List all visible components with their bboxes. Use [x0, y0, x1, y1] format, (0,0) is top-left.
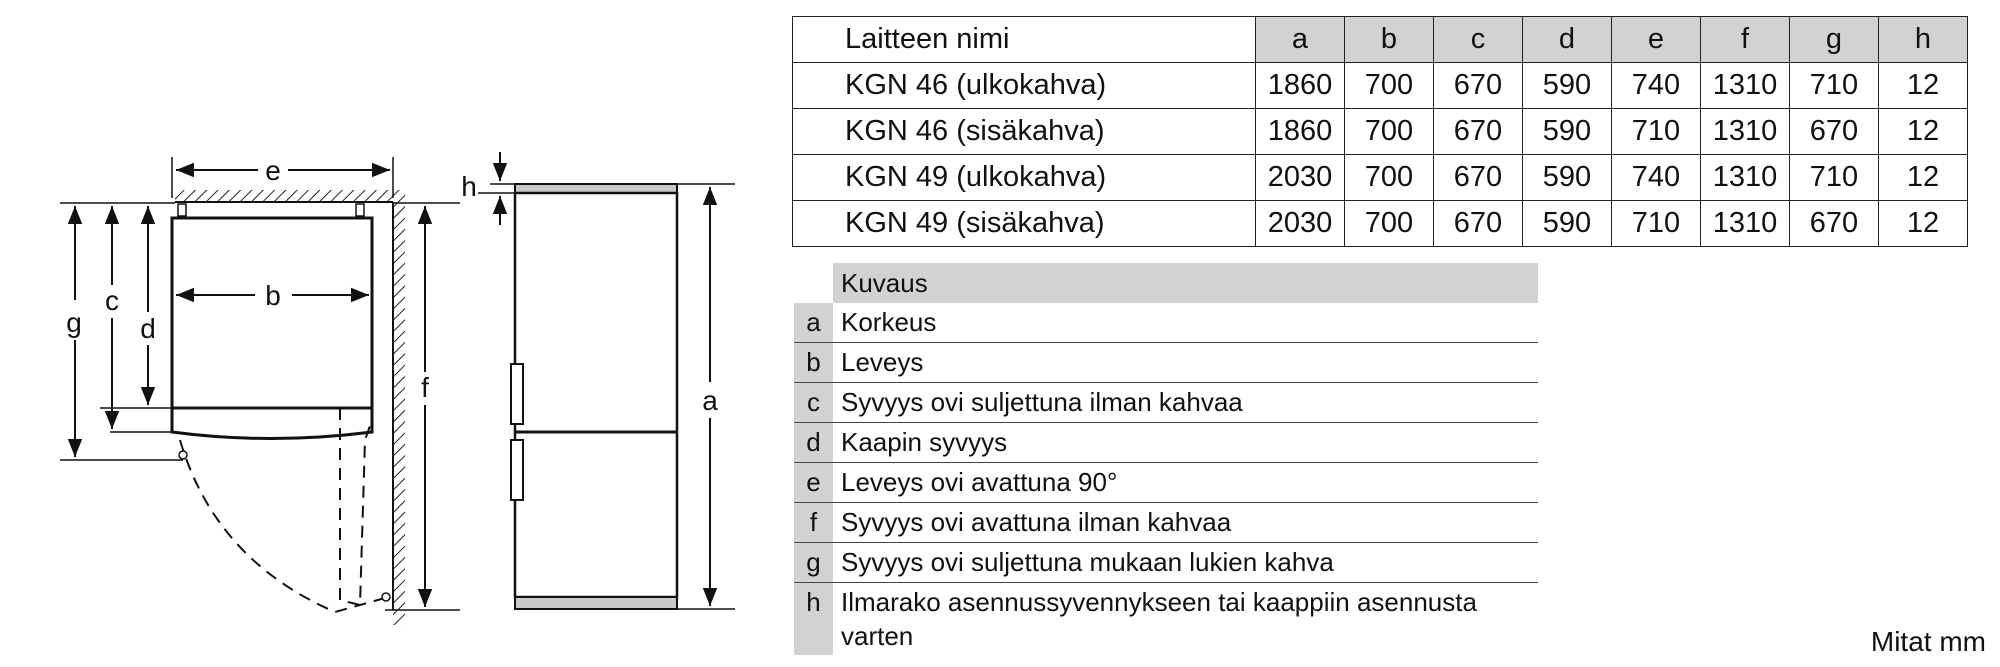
door-closed: [172, 408, 372, 439]
dim-label-h: h: [461, 171, 477, 202]
legend-text: Syvyys ovi avattuna ilman kahvaa: [841, 507, 1232, 537]
table-header-row: [793, 17, 1968, 63]
cell-value: 670: [1434, 109, 1523, 155]
door-open-dashed: [340, 408, 372, 605]
cell-value: 12: [1879, 155, 1968, 201]
header-col-a: a: [1256, 17, 1345, 63]
side-wall-hatch: [393, 190, 405, 625]
cell-value: 710: [1790, 155, 1879, 201]
cell-value: 1310: [1701, 201, 1790, 247]
table-row: [793, 109, 1968, 155]
row-device-name: KGN 46 (sisäkahva): [793, 109, 1256, 155]
legend-item: [794, 503, 1538, 543]
cell-value: 12: [1879, 63, 1968, 109]
dim-label-g: g: [66, 307, 82, 338]
cell-value: 710: [1790, 63, 1879, 109]
cell-value: 590: [1523, 63, 1612, 109]
cell-value: 590: [1523, 109, 1612, 155]
legend-text: Kaapin syvyys: [841, 427, 1008, 457]
cell-value: 1860: [1256, 109, 1345, 155]
cell-value: 670: [1434, 201, 1523, 247]
legend-key: a: [794, 303, 833, 342]
table-row: [793, 155, 1968, 201]
legend-key: f: [794, 503, 833, 542]
upper-handle: [511, 364, 523, 424]
cell-value: 700: [1345, 109, 1434, 155]
fridge-body-top: [172, 218, 372, 408]
dim-label-f: f: [421, 372, 429, 403]
cell-value: 2030: [1256, 155, 1345, 201]
cell-value: 2030: [1256, 201, 1345, 247]
legend-key: h: [794, 583, 833, 655]
fridge-drawings: [0, 0, 760, 667]
legend-text: Ilmarako asennussyvennykseen tai kaappiin asennusta varten: [841, 587, 1477, 651]
legend-text: Syvyys ovi suljettuna ilman kahvaa: [841, 387, 1243, 417]
top-view-drawing: [60, 155, 460, 625]
cell-value: 700: [1345, 63, 1434, 109]
header-col-d: d: [1523, 17, 1612, 63]
header-col-c: c: [1434, 17, 1523, 63]
legend-text: Leveys: [841, 347, 924, 377]
table-row: [793, 63, 1968, 109]
legend-title: Kuvaus: [833, 263, 1538, 303]
cell-value: 590: [1523, 201, 1612, 247]
cell-value: 670: [1434, 63, 1523, 109]
dim-label-c: c: [105, 285, 119, 316]
cell-value: 710: [1612, 201, 1701, 247]
lower-handle: [511, 440, 523, 500]
cell-value: 670: [1790, 201, 1879, 247]
units-note: Mitat mm: [1870, 626, 1986, 657]
front-view-drawing: [461, 152, 735, 609]
legend-key: e: [794, 463, 833, 502]
dimensions-table: [792, 16, 1968, 247]
cell-value: 700: [1345, 201, 1434, 247]
door-swing-arc: [180, 440, 385, 612]
legend-item: [794, 583, 1538, 655]
cell-value: 1310: [1701, 155, 1790, 201]
header-device-name: Laitteen nimi: [793, 17, 1256, 63]
table-row: [793, 201, 1968, 247]
dim-label-b: b: [265, 280, 281, 311]
fridge-top-cap: [515, 184, 677, 193]
cell-value: 700: [1345, 155, 1434, 201]
header-col-g: g: [1790, 17, 1879, 63]
back-wall-hatch: [175, 190, 393, 202]
fridge-base: [515, 597, 677, 609]
row-device-name: KGN 46 (ulkokahva): [793, 63, 1256, 109]
legend-header-spacer: [794, 263, 833, 303]
header-col-f: f: [1701, 17, 1790, 63]
legend-key: g: [794, 543, 833, 582]
cell-value: 670: [1434, 155, 1523, 201]
cell-value: 740: [1612, 155, 1701, 201]
cell-value: 670: [1790, 109, 1879, 155]
legend-key: c: [794, 383, 833, 422]
legend-text: Leveys ovi avattuna 90°: [841, 467, 1118, 497]
legend-item: [794, 423, 1538, 463]
row-device-name: KGN 49 (ulkokahva): [793, 155, 1256, 201]
legend-key: b: [794, 343, 833, 382]
fridge-body-front: [515, 193, 677, 597]
cell-value: 590: [1523, 155, 1612, 201]
cell-value: 740: [1612, 63, 1701, 109]
header-col-e: e: [1612, 17, 1701, 63]
cell-value: 1860: [1256, 63, 1345, 109]
dim-label-a: a: [702, 385, 718, 416]
dim-label-e: e: [265, 155, 281, 186]
cell-value: 1310: [1701, 109, 1790, 155]
legend-item: [794, 303, 1538, 343]
legend-key: d: [794, 423, 833, 462]
header-col-b: b: [1345, 17, 1434, 63]
cell-value: 710: [1612, 109, 1701, 155]
legend-text: Syvyys ovi suljettuna mukaan lukien kahva: [841, 547, 1334, 577]
legend-table: [794, 263, 1538, 655]
legend-item: [794, 343, 1538, 383]
header-col-h: h: [1879, 17, 1968, 63]
dim-label-d: d: [140, 313, 156, 344]
legend-item: [794, 463, 1538, 503]
row-device-name: KGN 49 (sisäkahva): [793, 201, 1256, 247]
legend-text: Korkeus: [841, 307, 937, 337]
legend-item: [794, 383, 1538, 423]
cell-value: 1310: [1701, 63, 1790, 109]
legend-item: [794, 543, 1538, 583]
cell-value: 12: [1879, 201, 1968, 247]
cell-value: 12: [1879, 109, 1968, 155]
legend-header: [794, 263, 1538, 303]
